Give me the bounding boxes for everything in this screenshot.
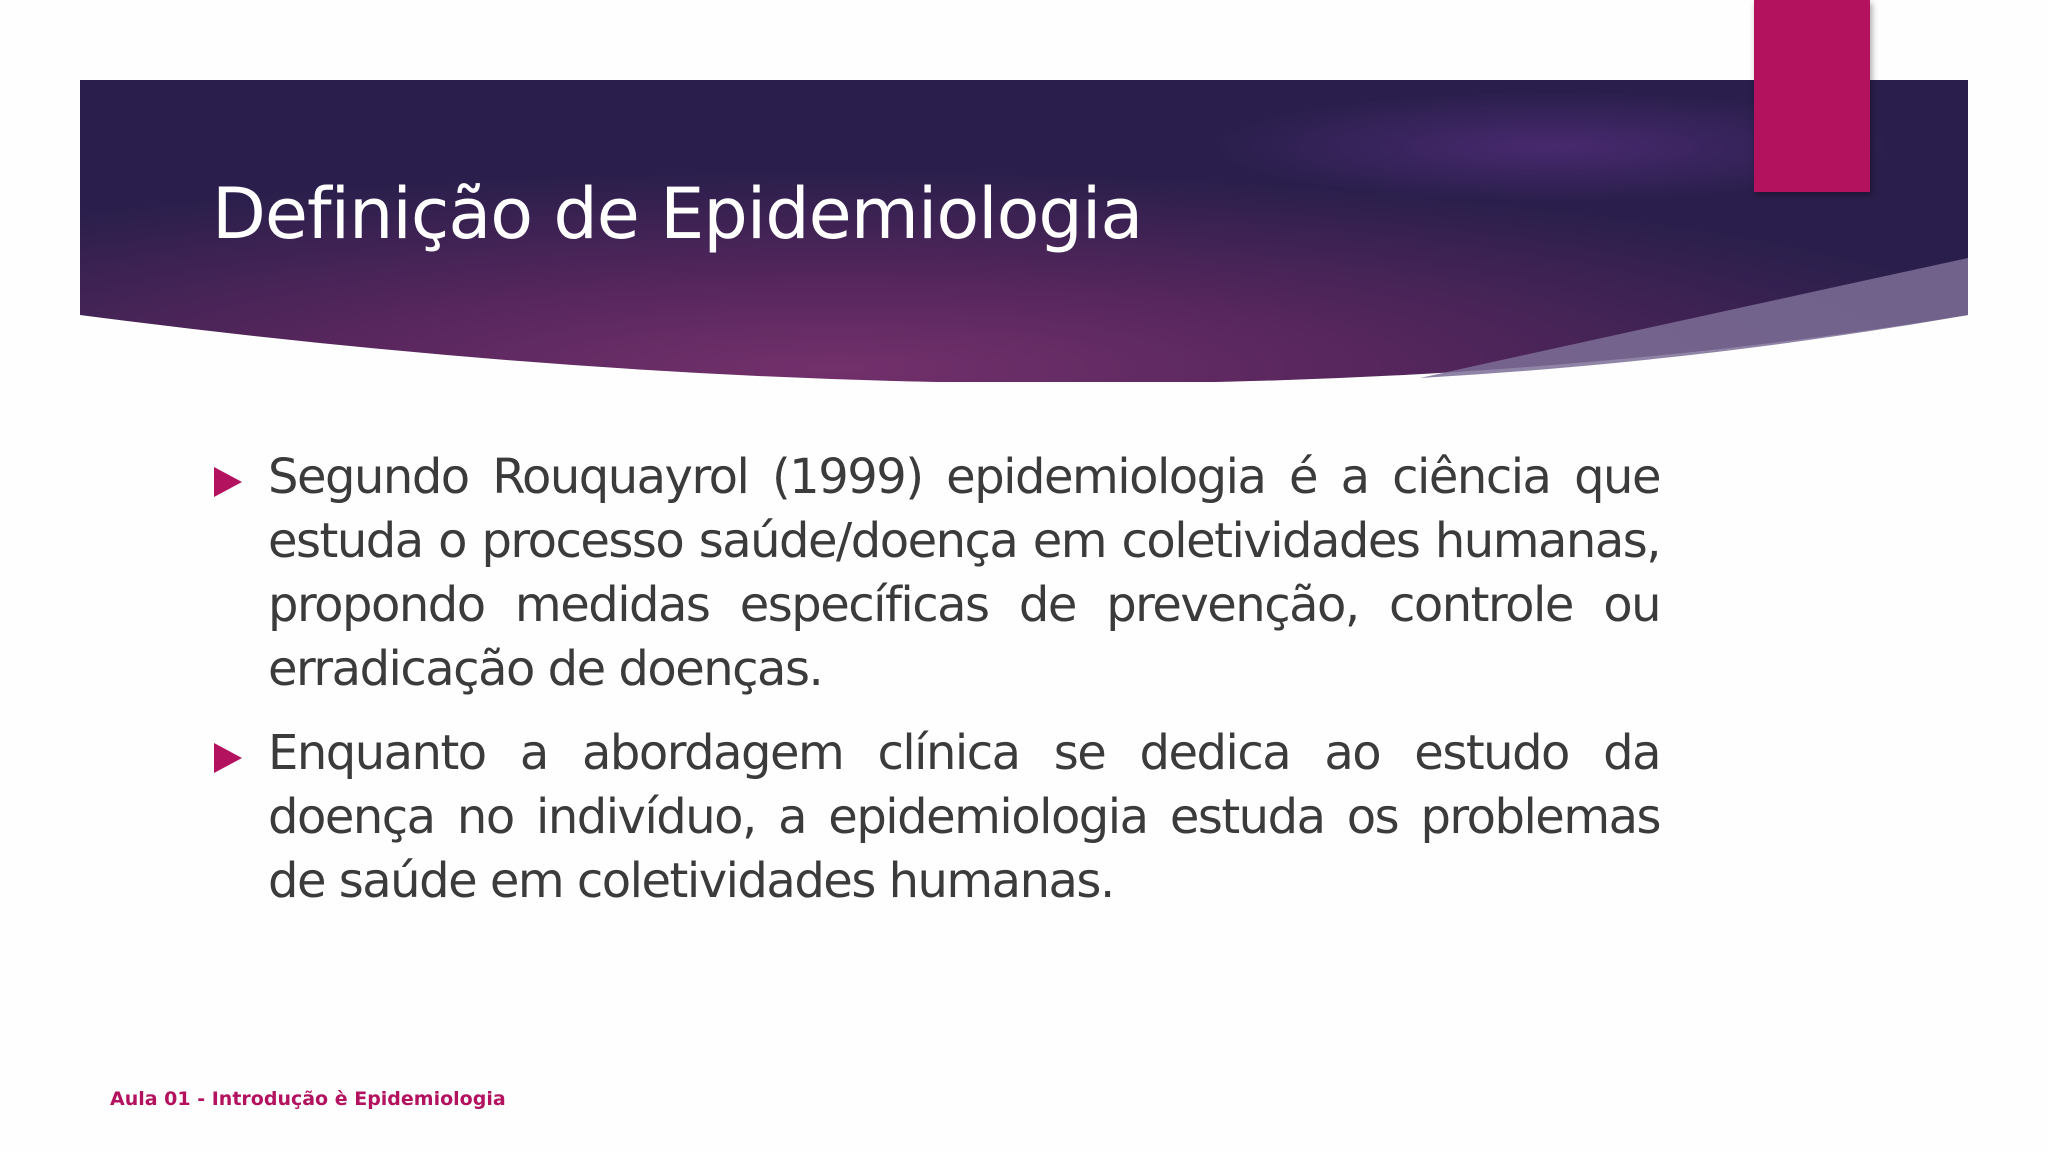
triangle-right-icon — [214, 743, 242, 773]
bullet-item — [212, 721, 1660, 913]
bullet-list — [212, 445, 1660, 933]
bullet-item — [212, 445, 1660, 701]
triangle-right-icon — [214, 467, 242, 497]
slide-title: Definição de Epidemiologia — [212, 173, 1143, 255]
bullet-text: Segundo Rouquayrol (1999) epidemiologia é a ciência que estuda o processo saúde/doença em coletividades humanas, propondo medidas específicas de prevenção, controle ou erradicação de doenças. — [268, 449, 1660, 697]
slide-footer: Aula 01 - Introdução è Epidemiologia — [110, 1088, 506, 1110]
accent-tab — [1754, 0, 1870, 192]
bullet-text: Enquanto a abordagem clínica se dedica ao estudo da doença no indivíduo, a epidemiologia estuda os problemas de saúde em coletividades humanas. — [268, 725, 1660, 909]
